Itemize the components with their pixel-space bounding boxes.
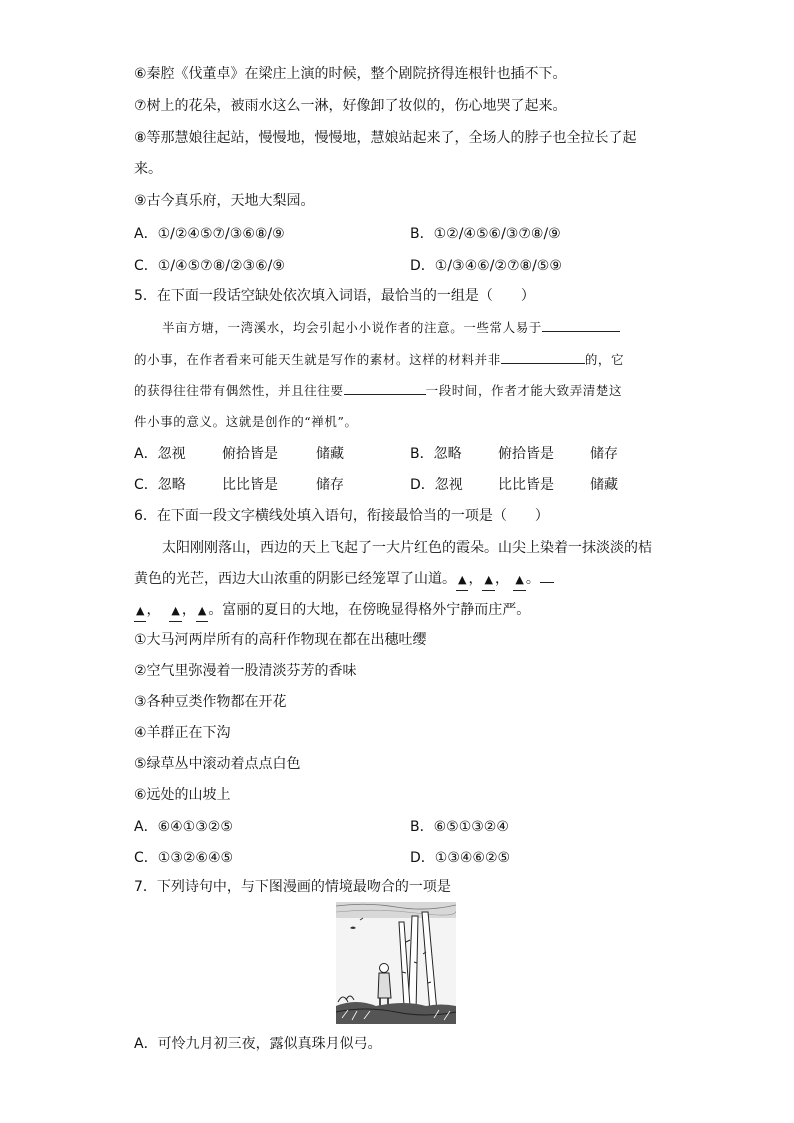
sentence-7: ⑦树上的花朵，被雨水这么一淋，好像卸了妆似的，伤心地哭了起来。 (134, 98, 567, 114)
q5-d-word-2: 比比皆是 (498, 477, 554, 493)
q4-option-b[interactable]: B．①②/④⑤⑥/③⑦⑧/⑨ (410, 226, 561, 242)
q6-passage-line-2: 黄色的光芒，西边大山浓重的阴影已经笼罩了山道。 ▲ ， ▲ ， ▲ 。 (134, 569, 554, 591)
q5-c-word-3: 储存 (316, 477, 344, 493)
q6-blank-1[interactable]: ▲ (456, 570, 468, 591)
q5-option-c[interactable] (134, 474, 344, 494)
q6-p3-text: 。富丽的夏日的大地，在傍晚显得格外宁静而庄严。 (208, 602, 531, 618)
q5-stem: 5．在下面一段话空缺处依次填入词语，最恰当的一组是（ ） (134, 288, 535, 304)
q5-p2-text: 的小事，在作者看来可能天生就是写作的素材。这样的材料并非 (134, 352, 501, 367)
q6-item-6: ⑥远处的山坡上 (134, 787, 231, 803)
q6-blank-6[interactable]: ▲ (196, 601, 208, 622)
cartoon-illustration (336, 902, 456, 1024)
q7-option-a[interactable]: A．可怜九月初三夜，露似真珠月似弓。 (134, 1036, 382, 1052)
q5-a-word-3: 储藏 (316, 446, 344, 462)
q6-option-c[interactable]: C．①③②⑥④⑤ (134, 850, 234, 866)
q6-option-a[interactable]: A．⑥④①③②⑤ (134, 819, 233, 835)
q5-b-word-1: B．忽略 (410, 446, 462, 462)
q5-a-word-2: 俯拾皆是 (222, 446, 278, 462)
q5-passage-line-2 (134, 350, 624, 370)
q6-passage-line-1: 太阳刚刚落山，西边的天上飞起了一大片红色的霞朵。山尖上染着一抹淡淡的桔 (162, 540, 652, 556)
q5-d-word-3: 储藏 (590, 477, 618, 493)
q5-passage-line-3 (134, 381, 622, 401)
q6-passage-line-3: ▲ ， ▲ ， ▲ 。富丽的夏日的大地，在傍晚显得格外宁静而庄严。 (134, 600, 530, 622)
q6-blank-3[interactable]: ▲ (513, 570, 525, 591)
q6-p2-text: 黄色的光芒，西边大山浓重的阴影已经笼罩了山道。 (134, 571, 456, 587)
q5-a-word-1: A．忽视 (134, 446, 186, 462)
sentence-6: ⑥秦腔《伐董卓》在梁庄上演的时候，整个剧院挤得连根针也插不下。 (134, 66, 567, 82)
q5-p3-text: 的获得往往带有偶然性，并且往往要 (134, 383, 344, 398)
q5-blank-1[interactable] (542, 318, 620, 332)
q6-blank-4[interactable]: ▲ (134, 601, 146, 622)
q4-option-a[interactable]: A．①/②④⑤⑦/③⑥⑧/⑨ (134, 226, 285, 242)
q5-passage-line-1 (162, 318, 620, 338)
q5-p1-text: 半亩方塘，一湾溪水，均会引起小小说作者的注意。一些常人易于 (162, 320, 542, 335)
q5-option-d[interactable] (410, 474, 618, 494)
q6-item-4: ④羊群正在下沟 (134, 725, 231, 741)
q5-d-word-1: D．忽视 (410, 477, 463, 493)
q5-option-b[interactable] (410, 443, 618, 463)
sentence-9: ⑨古今真乐府，天地大梨园。 (134, 193, 315, 209)
q6-item-1: ①大马河两岸所有的高秆作物现在都在出穗吐缨 (134, 632, 427, 648)
q5-b-word-3: 储存 (590, 446, 618, 462)
q6-stem: 6．在下面一段文字横线处填入语句，衔接最恰当的一项是（ ） (134, 508, 549, 524)
q4-option-c[interactable]: C．①/④⑤⑦⑧/②③⑥/⑨ (134, 258, 285, 274)
q6-blank-cont (540, 569, 554, 583)
q6-item-5: ⑤绿草丛中滚动着点点白色 (134, 756, 301, 772)
q5-c-word-1: C．忽略 (134, 477, 186, 493)
q6-blank-2[interactable]: ▲ (482, 570, 494, 591)
q5-p2-text-end: 的，它 (584, 352, 625, 367)
q4-option-d[interactable]: D．①/③④⑥/②⑦⑧/⑤⑨ (410, 258, 562, 274)
q5-option-a[interactable] (134, 443, 344, 463)
q6-item-2: ②空气里弥漫着一股清淡芬芳的香味 (134, 663, 357, 679)
q7-stem: 7．下列诗句中，与下图漫画的情境最吻合的一项是 (134, 879, 451, 895)
q6-blank-5[interactable]: ▲ (169, 601, 181, 622)
sentence-8: ⑧等那慧娘往起站，慢慢地，慢慢地，慧娘站起来了，全场人的脖子也全拉长了起 (134, 130, 637, 146)
q6-item-3: ③各种豆类作物都在开花 (134, 694, 287, 710)
q6-option-d[interactable]: D．①③④⑥②⑤ (410, 850, 511, 866)
sentence-8-cont: 来。 (134, 161, 162, 177)
q5-passage-line-4: 件小事的意义。这就是创作的“禅机”。 (134, 414, 358, 429)
q5-p3-text-end: 一段时间，作者才能大致弄清楚这 (425, 383, 623, 398)
q6-option-b[interactable]: B．⑥⑤①③②④ (410, 819, 509, 835)
q5-c-word-2: 比比皆是 (222, 477, 278, 493)
q5-blank-3[interactable] (344, 381, 426, 395)
q5-b-word-2: 俯拾皆是 (498, 446, 554, 462)
q5-blank-2[interactable] (501, 350, 585, 364)
